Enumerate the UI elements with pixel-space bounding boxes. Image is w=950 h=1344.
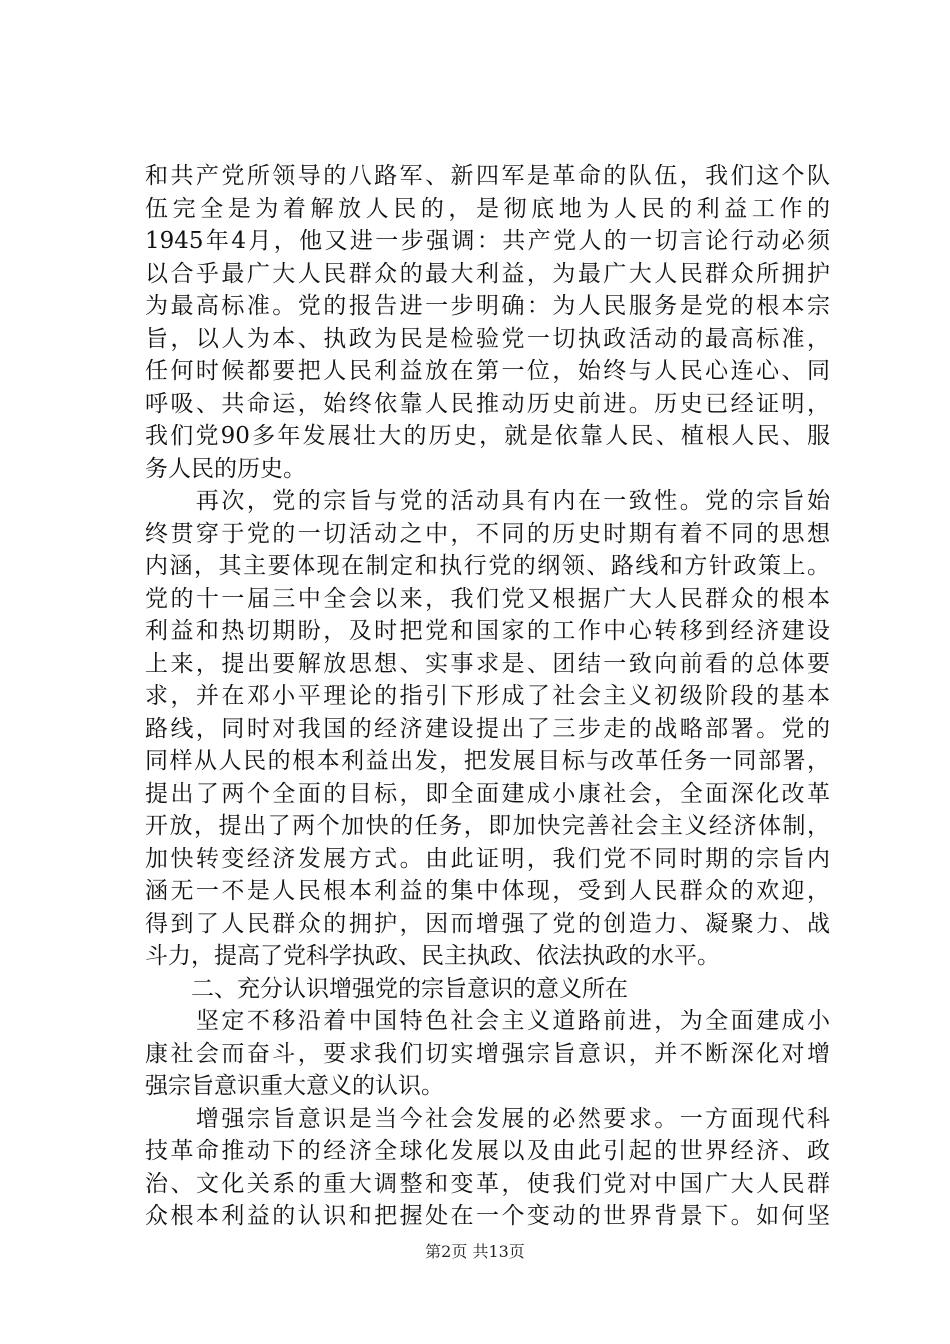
text-line: 以合乎最广大人民群众的最大利益，为最广大人民群众所拥护: [145, 260, 830, 287]
text-line: 求，并在邓小平理论的指引下形成了社会主义初级阶段的基本: [145, 683, 830, 709]
text-line: 康社会而奋斗，要求我们切实增强宗旨意识，并不断深化对增: [145, 1040, 830, 1067]
text-line: 涵无一不是人民根本利益的集中体现，受到人民群众的欢迎，: [145, 878, 830, 904]
text-line: 二、充分认识增强党的宗旨意识的意义所在: [145, 975, 628, 1002]
text-line: 再次，党的宗旨与党的活动具有内在一致性。党的宗旨始: [145, 488, 830, 514]
text-line: 加快转变经济发展方式。由此证明，我们党不同时期的宗旨内: [145, 845, 830, 872]
text-line: 治、文化关系的重大调整和变革，使我们党对中国广大人民群: [145, 1170, 830, 1197]
text-line: 开放，提出了两个加快的任务，即加快完善社会主义经济体制，: [145, 813, 830, 839]
text-line: 和共产党所领导的八路军、新四军是革命的队伍，我们这个队: [145, 163, 830, 189]
text-line: 我们党90多年发展壮大的历史，就是依靠人民、植根人民、服: [145, 423, 830, 449]
document-body: [145, 160, 830, 1233]
text-line: 务人民的历史。: [145, 455, 306, 482]
text-line: 众根本利益的认识和把握处在一个变动的世界背景下。如何坚: [145, 1203, 830, 1229]
text-line: 党的十一届三中全会以来，我们党又根据广大人民群众的根本: [145, 585, 830, 612]
text-line: 坚定不移沿着中国特色社会主义道路前进，为全面建成小: [145, 1008, 830, 1034]
text-line: 路线，同时对我国的经济建设提出了三步走的战略部署。党的: [145, 715, 830, 742]
text-line: 强宗旨意识重大意义的认识。: [145, 1073, 444, 1099]
text-line: 得到了人民群众的拥护，因而增强了党的创造力、凝聚力、战: [145, 910, 830, 937]
page-footer: 第2页 共13页: [425, 1242, 525, 1261]
text-line: 同样从人民的根本利益出发，把发展目标与改革任务一同部署，: [145, 748, 830, 774]
text-line: 终贯穿于党的一切活动之中，不同的历史时期有着不同的思想: [145, 520, 830, 547]
text-line: 旨，以人为本、执政为民是检验党一切执政活动的最高标准，: [145, 325, 830, 352]
text-line: 呼吸、共命运，始终依靠人民推动历史前进。历史已经证明，: [145, 390, 830, 417]
text-line: 为最高标准。党的报告进一步明确：为人民服务是党的根本宗: [145, 293, 830, 319]
text-line: 利益和热切期盼，及时把党和国家的工作中心转移到经济建设: [145, 618, 830, 644]
text-line: 提出了两个全面的目标，即全面建成小康社会，全面深化改革: [145, 780, 830, 807]
text-line: 斗力，提高了党科学执政、民主执政、依法执政的水平。: [145, 943, 720, 969]
text-line: 伍完全是为着解放人民的，是彻底地为人民的利益工作的: [145, 195, 830, 222]
text-line: 技革命推动下的经济全球化发展以及由此引起的世界经济、政: [145, 1138, 830, 1164]
text-line: 1945年4月，他又进一步强调：共产党人的一切言论行动必须: [145, 228, 830, 254]
text-line: 上来，提出要解放思想、实事求是、团结一致向前看的总体要: [145, 650, 830, 677]
text-line: 增强宗旨意识是当今社会发展的必然要求。一方面现代科: [145, 1105, 830, 1132]
text-line: 内涵，其主要体现在制定和执行党的纲领、路线和方针政策上。: [145, 553, 830, 579]
text-line: 任何时候都要把人民利益放在第一位，始终与人民心连心、同: [145, 358, 830, 384]
